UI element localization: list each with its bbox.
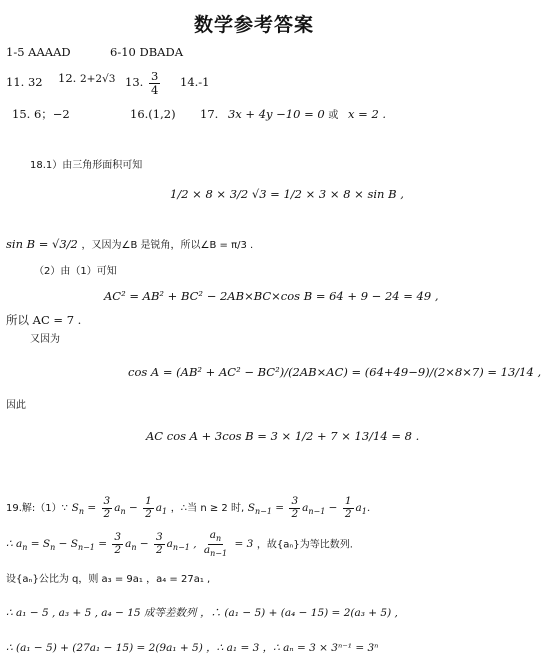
q18-intro: 18.1）由三角形面积可知 <box>30 160 143 171</box>
q19-line2 <box>6 530 353 559</box>
answer-13 <box>125 70 162 96</box>
q18-final-result: AC cos A + 3cos B = 3 × 1/2 + 7 × 13/14 = 8 . <box>146 429 420 443</box>
q19-line1 <box>6 496 370 520</box>
answer-13-label: 13. <box>125 75 144 90</box>
q19-line4 <box>6 606 398 619</box>
answer-14: 14.-1 <box>180 75 210 89</box>
q18-angle-text: ，又因为∠B 是锐角，所以∠B = π/3 . <box>81 240 254 251</box>
q18-ac-result: 所以 AC = 7 . <box>6 313 82 327</box>
answer-11: 11. 32 <box>6 75 43 89</box>
q18-also: 又因为 <box>30 334 60 345</box>
answer-15: 15. 6；−2 <box>12 107 70 121</box>
q19-sn-formula: $S_n$ = $\frac{3}{2}$ $a_n$ − $\frac{1}{2}$ $a_1$ <box>71 495 168 520</box>
answer-17-or: 或 <box>328 110 339 121</box>
q19-when-n-ge-2: ，∴当 n ≥ 2 时, <box>170 503 245 515</box>
q19-line5: ∴ (a₁ − 5) + (27a₁ − 15) = 2(9a₁ + 5) ，∴ a₁ = 3 ，∴ aₙ = 3 × 3ⁿ⁻¹ = 3ⁿ <box>6 642 379 654</box>
answer-17-label: 17. <box>200 107 219 121</box>
q19-line3: 设{aₙ}公比为 q，则 a₃ = 9a₁ ，a₄ = 27a₁ , <box>6 574 211 585</box>
q19-arithmetic-seq: ∴ a₁ − 5 , a₃ + 5 , a₄ − 15 成等差数列 <box>6 607 197 619</box>
mc-answers-6-10: 6-10 DBADA <box>110 45 183 59</box>
answer-17 <box>200 108 386 122</box>
q18-cosA-equation: cos A = (AB² + AC² − BC²)/(2AB×AC) = (64+49−9)/(2×8×7) = 13/14 , <box>128 365 541 379</box>
q18-law-of-cosines: AC² = AB² + BC² − 2AB×BC×cos B = 64 + 9 − 24 = 49 , <box>104 289 439 303</box>
q19-arithmetic-condition: ，∴ (a₁ − 5) + (a₄ − 15) = 2(a₃ + 5) , <box>200 607 398 619</box>
q18-part2: （2）由（1）可知 <box>34 266 117 277</box>
mc-answers-1-5: 1-5 AAAAD <box>6 45 71 59</box>
answer-13-fraction <box>149 70 160 96</box>
answer-12 <box>58 72 115 85</box>
q19-geometric-text: ，故{aₙ}为等比数列. <box>256 539 353 551</box>
answer-12-value: 2+2√3 <box>79 73 116 85</box>
q18-hence: 因此 <box>6 400 26 411</box>
answer-16: 16.(1,2) <box>130 107 176 121</box>
answer-17-eq2: x = 2 . <box>348 107 387 121</box>
q18-area-equation: 1/2 × 8 × 3/2 √3 = 1/2 × 3 × 8 × sin B , <box>170 187 404 201</box>
q19-an-recurrence: ∴ $a_n = S_n - S_{n-1}$ = $\frac{3}{2}$ $a_n$ − $\frac{3}{2}$ $a_{n-1}$ , $\frac{a_n}{a_{n-1}}$ = 3 <box>6 529 254 558</box>
answer-12-label: 12. <box>58 71 77 85</box>
q19-solution-label: 19.解:（1）∵ <box>6 503 68 515</box>
q19-sn-minus-1: $S_{n-1}$ = $\frac{3}{2}$ $a_{n-1}$ − $\frac{1}{2}$ $a_1$. <box>247 495 371 520</box>
answer-17-eq1: 3x + 4y −10 = 0 <box>227 107 325 121</box>
q18-sinB: sin B = √3/2 <box>6 237 78 251</box>
q18-sinB-line <box>6 238 253 252</box>
page-title: 数学参考答案 <box>194 14 315 36</box>
answer-13-num: 3 <box>150 69 159 83</box>
answer-13-den: 4 <box>150 82 159 97</box>
